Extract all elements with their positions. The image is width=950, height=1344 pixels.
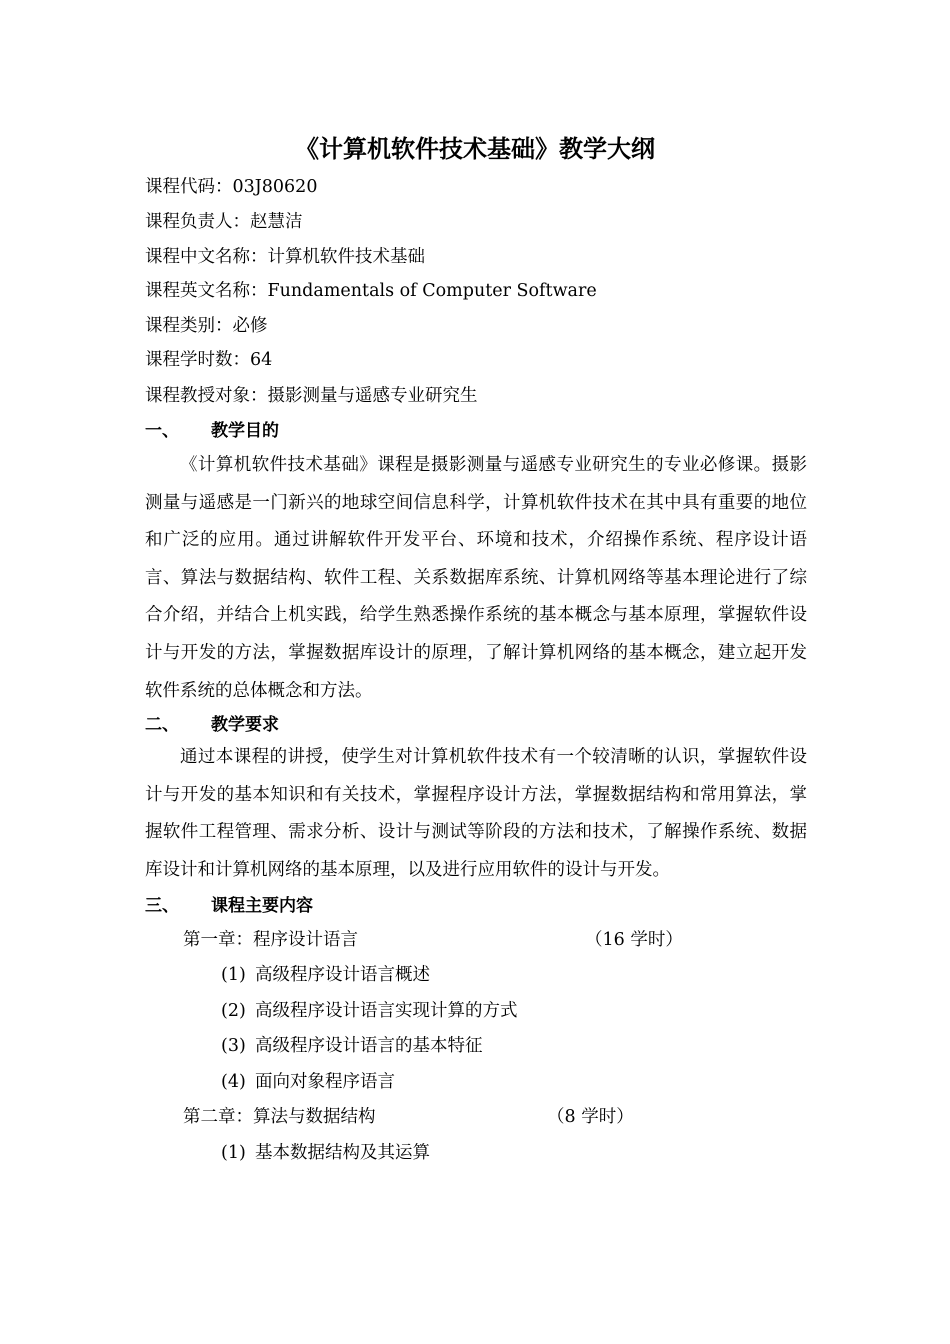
document-title: 《计算机软件技术基础》教学大纲 — [295, 135, 655, 163]
section-title: 教学目的 — [211, 421, 279, 441]
section-heading-content — [145, 893, 313, 919]
list-item-number: (4) — [221, 1072, 246, 1092]
section-heading-purpose — [145, 418, 279, 444]
course-audience: 课程教授对象：摄影测量与遥感专业研究生 — [145, 386, 478, 406]
section-heading-requirements — [145, 712, 279, 738]
chapter-title: 第二章：算法与数据结构 — [183, 1107, 376, 1127]
list-item-number: (2) — [221, 1001, 246, 1021]
chapter-hours: （8 学时） — [547, 1107, 634, 1127]
list-item-text: 高级程序设计语言概述 — [255, 965, 430, 985]
list-item-text: 面向对象程序语言 — [255, 1072, 395, 1092]
course-en-name: 课程英文名称：Fundamentals of Computer Software — [145, 281, 597, 301]
list-item — [221, 1033, 483, 1059]
list-item-text: 高级程序设计语言实现计算的方式 — [255, 1001, 518, 1021]
course-code: 课程代码：03J80620 — [145, 177, 318, 197]
section-number: 一、 — [145, 421, 179, 441]
section-text-purpose: 《计算机软件技术基础》课程是摄影测量与遥感专业研究生的专业必修课。摄影测量与遥感是一门新兴的地球空间信息科学，计算机软件技术在其中具有重要的地位和广泛的应用。通过讲解软件开发平台、环境和技术，介绍操作系统、程序设计语言、算法与数据结构、软件工程、关系数据库系统、计算机网络等基本理论进行了综合介绍，并结合上机实践，给学生熟悉操作系统的基本概念与基本原理，掌握软件设计与开发的方法，掌握数据库设计的原理，了解计算机网络的基本概念，建立起开发软件系统的总体概念和方法。 — [145, 455, 807, 701]
chapter-title: 第一章：程序设计语言 — [183, 930, 358, 950]
list-item — [221, 1140, 430, 1166]
course-hours: 课程学时数：64 — [145, 350, 273, 370]
section-number: 二、 — [145, 715, 179, 735]
list-item-number: (1) — [221, 965, 246, 985]
list-item — [221, 962, 430, 988]
list-item-number: (1) — [221, 1143, 246, 1163]
section-title: 课程主要内容 — [211, 896, 313, 916]
list-item-number: (3) — [221, 1036, 246, 1056]
section-number: 三、 — [145, 896, 179, 916]
course-cn-name: 课程中文名称：计算机软件技术基础 — [145, 247, 425, 267]
course-leader: 课程负责人：赵慧洁 — [145, 212, 303, 232]
list-item — [221, 998, 518, 1024]
section-text-requirements: 通过本课程的讲授，使学生对计算机软件技术有一个较清晰的认识，掌握软件设计与开发的基本知识和有关技术，掌握程序设计方法，掌握数据结构和常用算法，掌握软件工程管理、需求分析、设计与测试等阶段的方法和技术，了解操作系统、数据库设计和计算机网络的基本原理，以及进行应用软件的设计与开发。 — [145, 747, 807, 880]
list-item-text: 基本数据结构及其运算 — [255, 1143, 430, 1163]
list-item — [221, 1069, 395, 1095]
course-category: 课程类别：必修 — [145, 316, 268, 336]
list-item-text: 高级程序设计语言的基本特征 — [255, 1036, 483, 1056]
chapter-hours: （16 学时） — [585, 930, 683, 950]
section-title: 教学要求 — [211, 715, 279, 735]
